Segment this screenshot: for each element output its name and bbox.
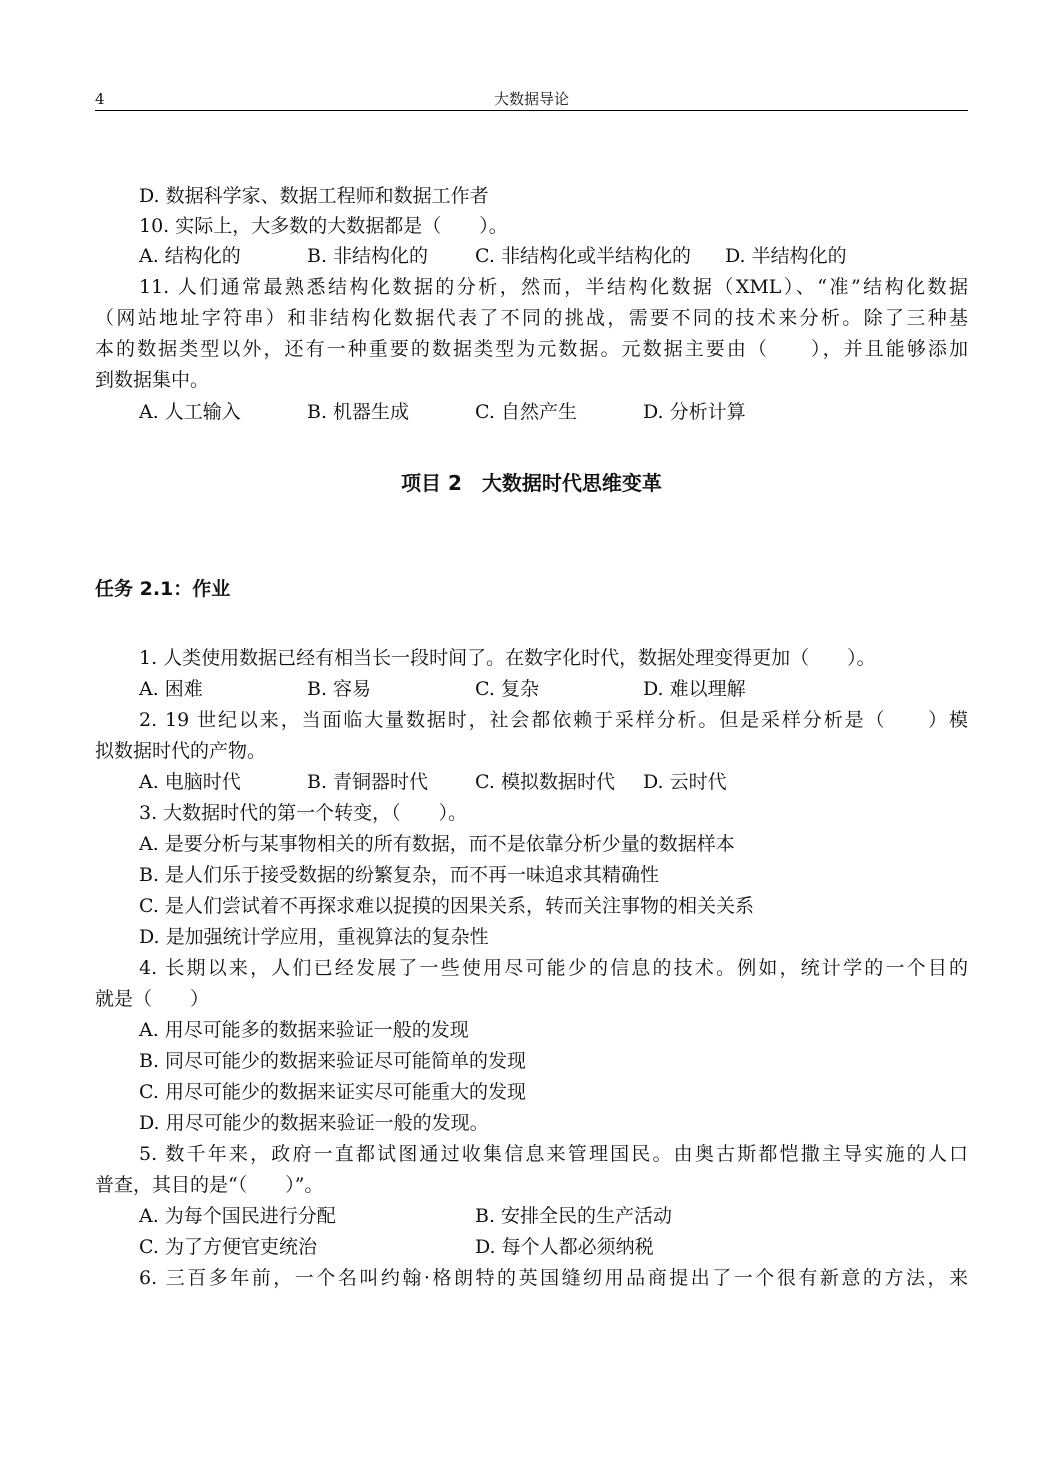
q11-option-a: A. 人工输入 <box>139 401 241 423</box>
t5-line-2: 普查，其目的是“（ ）”。 <box>95 1174 324 1196</box>
t1-option-a: A. 困难 <box>139 678 203 700</box>
q11-line-3: 本的数据类型以外，还有一种重要的数据类型为元数据。元数据主要由（ ），并且能够添加 <box>95 338 968 360</box>
q11-line-1: 11. 人们通常最熟悉结构化数据的分析，然而，半结构化数据（XML）、“准”结构化数据 <box>139 276 968 298</box>
t5-option-d: D. 每个人都必须纳税 <box>475 1236 654 1258</box>
t1-options <box>95 674 968 704</box>
book-title: 大数据导论 <box>493 90 569 108</box>
t5-option-a: A. 为每个国民进行分配 <box>139 1205 336 1227</box>
t1-option-d: D. 难以理解 <box>643 678 746 700</box>
t2-options <box>95 767 968 797</box>
t4-option-c: C. 用尽可能少的数据来证实尽可能重大的发现 <box>139 1081 526 1103</box>
q11-line-4: 到数据集中。 <box>95 369 210 391</box>
t4-option-b: B. 同尽可能少的数据来验证尽可能简单的发现 <box>139 1050 527 1072</box>
q11-option-d: D. 分析计算 <box>643 401 746 423</box>
q10-option-a: A. 结构化的 <box>139 245 241 267</box>
q11-option-b: B. 机器生成 <box>307 401 410 423</box>
t5-options-row-1 <box>95 1201 968 1231</box>
t3-option-a: A. 是要分析与某事物相关的所有数据，而不是依靠分析少量的数据样本 <box>139 833 735 855</box>
q10-option-b: B. 非结构化的 <box>307 245 429 267</box>
q11-option-c: C. 自然产生 <box>475 401 577 423</box>
t2-option-a: A. 电脑时代 <box>139 771 241 793</box>
t4-line-2: 就是（ ） <box>95 988 210 1010</box>
t2-option-c: C. 模拟数据时代 <box>475 771 615 793</box>
t3-option-c: C. 是人们尝试着不再探求难以捉摸的因果关系，转而关注事物的相关关系 <box>139 895 754 917</box>
q10-options <box>95 241 968 271</box>
t1-option-b: B. 容易 <box>307 678 372 700</box>
t5-option-c: C. 为了方便官吏统治 <box>139 1236 317 1258</box>
header-rule <box>95 110 968 111</box>
t5-option-b: B. 安排全民的生产活动 <box>475 1205 673 1227</box>
q9-option-d: D. 数据科学家、数据工程师和数据工作者 <box>139 185 489 207</box>
t4-option-a: A. 用尽可能多的数据来验证一般的发现 <box>139 1019 469 1041</box>
t2-line-1: 2. 19 世纪以来，当面临大量数据时，社会都依赖于采样分析。但是采样分析是（ ）模 <box>139 709 968 731</box>
t2-option-d: D. 云时代 <box>643 771 727 793</box>
q10-option-c: C. 非结构化或半结构化的 <box>475 245 691 267</box>
q11-line-2: （网站地址字符串）和非结构化数据代表了不同的挑战，需要不同的技术来分析。除了三种基 <box>95 307 968 329</box>
section-title: 项目 2 大数据时代思维变革 <box>401 471 662 495</box>
q10-stem: 10. 实际上，大多数的大数据都是（ ）。 <box>139 215 508 237</box>
t2-line-2: 拟数据时代的产物。 <box>95 740 267 762</box>
t3-stem: 3. 大数据时代的第一个转变，（ ）。 <box>139 802 468 824</box>
t3-option-d: D. 是加强统计学应用，重视算法的复杂性 <box>139 926 489 948</box>
t5-options-row-2 <box>95 1232 968 1262</box>
t2-option-b: B. 青铜器时代 <box>307 771 429 793</box>
t4-line-1: 4. 长期以来，人们已经发展了一些使用尽可能少的信息的技术。例如，统计学的一个目的 <box>139 957 968 979</box>
t1-stem: 1. 人类使用数据已经有相当长一段时间了。在数字化时代，数据处理变得更加（ ）。 <box>139 647 876 669</box>
task-title: 任务 2.1：作业 <box>95 578 231 600</box>
t6-line-1: 6. 三百多年前，一个名叫约翰·格朗特的英国缝纫用品商提出了一个很有新意的方法，来 <box>139 1267 968 1289</box>
t1-option-c: C. 复杂 <box>475 678 539 700</box>
page-number: 4 <box>95 90 105 108</box>
q10-option-d: D. 半结构化的 <box>725 245 847 267</box>
t3-option-b: B. 是人们乐于接受数据的纷繁复杂，而不再一味追求其精确性 <box>139 864 660 886</box>
running-header <box>95 88 968 110</box>
t4-option-d: D. 用尽可能少的数据来验证一般的发现。 <box>139 1112 489 1134</box>
q11-options <box>95 397 968 427</box>
t5-line-1: 5. 数千年来，政府一直都试图通过收集信息来管理国民。由奥古斯都恺撒主导实施的人口 <box>139 1143 968 1165</box>
